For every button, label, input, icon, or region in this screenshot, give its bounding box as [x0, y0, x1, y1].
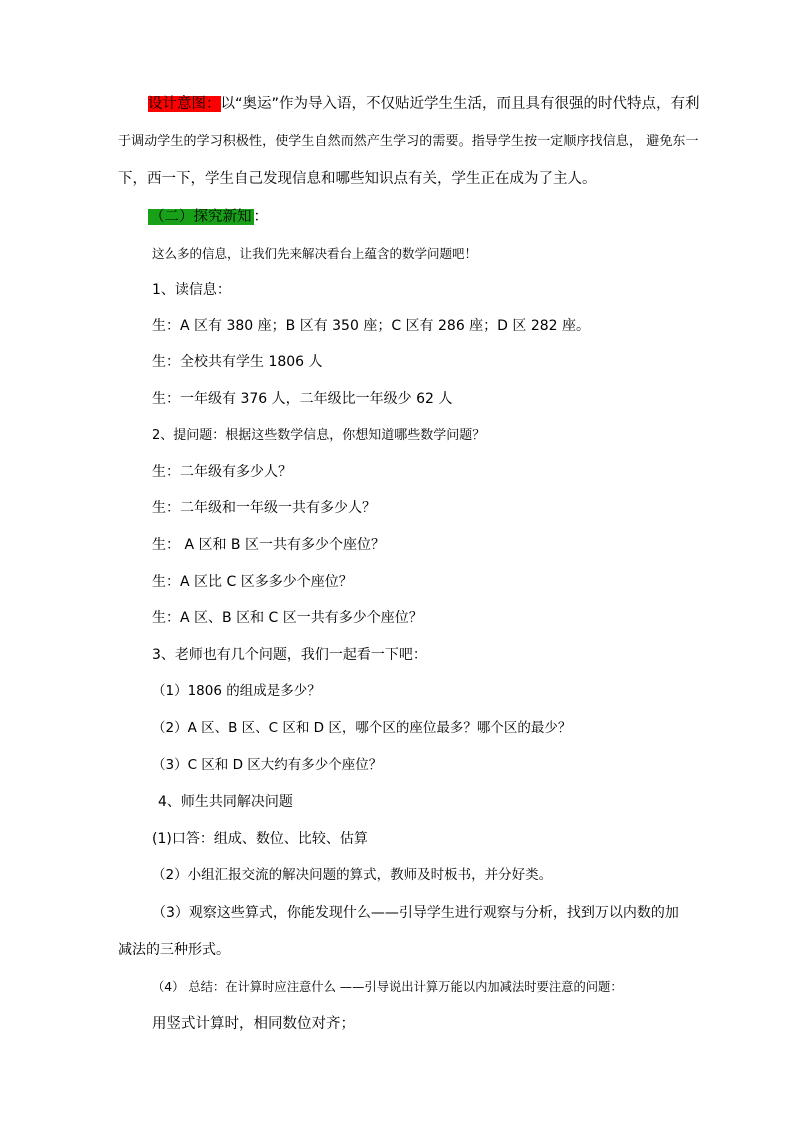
design-intent-line-1	[148, 95, 700, 113]
text-line: 生：A 区有 380 座；B 区有 350 座；C 区有 286 座；D 区 282 座。	[152, 318, 591, 334]
text-line: （2）A 区、B 区、C 区和 D 区，哪个区的座位最多？哪个区的最少？	[152, 720, 572, 736]
text-line: 4、师生共同解决问题	[158, 794, 293, 810]
text-line: 这么多的信息，让我们先来解决看台上蕴含的数学问题吧！	[152, 246, 478, 261]
section-label: （二）探究新知	[150, 209, 252, 225]
design-intent-label: 设计意图：	[148, 96, 221, 112]
design-intent-text: 以“奥运”作为导入语，不仅贴近学生生活，而且具有很强的时代特点，有利	[220, 96, 700, 112]
text-line: 用竖式计算时，相同数位对齐；	[152, 1016, 355, 1032]
text-line: （1）1806 的组成是多少？	[152, 683, 321, 699]
text-line: 生：全校共有学生 1806 人	[152, 354, 323, 370]
text-line: 3、老师也有几个问题，我们一起看一下吧：	[152, 647, 427, 663]
text-line: （2）小组汇报交流的解决问题的算式，教师及时板书，并分好类。	[152, 867, 553, 883]
text-line: 2、提问题：根据这些数学信息，你想知道哪些数学问题？	[152, 428, 486, 443]
text-line: 生：二年级有多少人？	[152, 464, 292, 480]
text-line: 减法的三种形式。	[118, 942, 230, 958]
text-line: （4） 总结：在计算时应注意什么 ——引导说出计算万能以内加减法时要注意的问题：	[152, 980, 623, 994]
section-heading	[148, 208, 268, 226]
text-line: 生： A 区和 B 区一共有多少个座位？	[152, 537, 385, 553]
text-line: 1、读信息：	[152, 282, 231, 298]
text-line: 生：二年级和一年级一共有多少人？	[152, 500, 376, 516]
design-intent-line-2: 于调动学生的学习积极性，使学生自然而然产生学习的需要。指导学生按一定顺序找信息， 避免东一	[118, 134, 699, 149]
text-line: （3）观察这些算式，你能发现什么——引导学生进行观察与分析，找到万以内数的加	[152, 905, 679, 921]
text-line: 生：A 区比 C 区多多少个座位？	[152, 574, 353, 590]
text-line: （3）C 区和 D 区大约有多少个座位？	[152, 757, 383, 773]
text-line: (1)口答：组成、数位、比较、估算	[152, 831, 368, 847]
section-colon: ：	[253, 209, 268, 225]
text-line: 生：一年级有 376 人，二年级比一年级少 62 人	[152, 391, 453, 407]
text-line: 生：A 区、B 区和 C 区一共有多少个座位？	[152, 610, 423, 626]
design-intent-line-3: 下，西一下，学生自己发现信息和哪些知识点有关，学生正在成为了主人。	[118, 171, 597, 187]
